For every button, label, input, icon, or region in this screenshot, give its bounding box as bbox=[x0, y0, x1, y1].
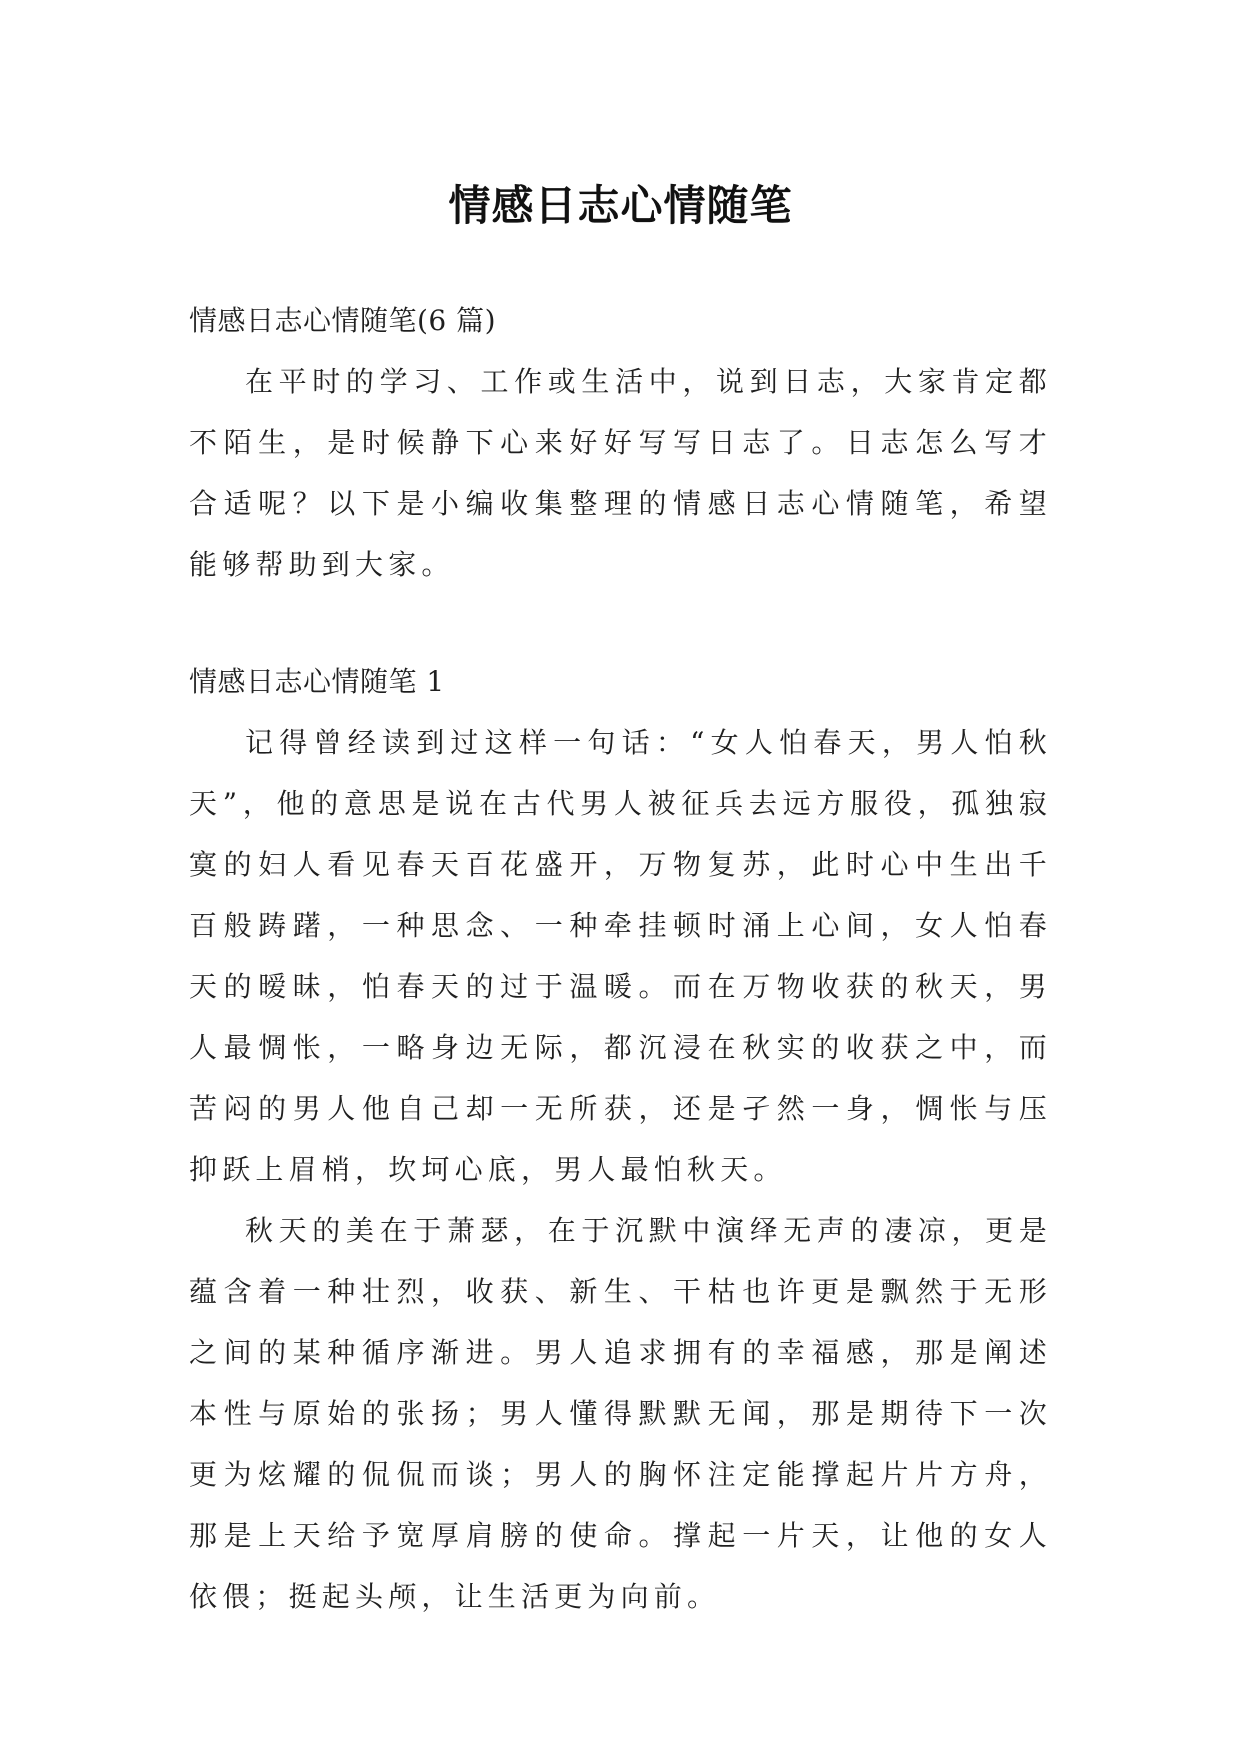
document-title: 情感日志心情随笔 bbox=[448, 181, 793, 231]
intro-paragraph: 在平时的学习、工作或生活中，说到日志，大家肯定都不陌生，是时候静下心来好好写写日志了。日志怎么写才合适呢？以下是小编收集整理的情感日志心情随笔，希望能够帮助到大家。 bbox=[189, 365, 1052, 581]
intro-heading: 情感日志心情随笔(6 篇) bbox=[189, 304, 497, 337]
section-1-paragraph-2: 秋天的美在于萧瑟，在于沉默中演绎无声的凄凉，更是蕴含着一种壮烈，收获、新生、干枯也许更是飘然于无形之间的某种循序渐进。男人追求拥有的幸福感，那是阐述本性与原始的张扬；男人懂得默默无闻，那是期待下一次更为炫耀的侃侃而谈；男人的胸怀注定能撑起片片方舟，那是上天给予宽厚肩膀的使命。撑起一片天，让他的女人依偎；挺起头颅，让生活更为向前。 bbox=[189, 1214, 1052, 1613]
document-body bbox=[189, 290, 1052, 1627]
section-1-paragraph-1: 记得曾经读到过这样一句话：“女人怕春天，男人怕秋天”，他的意思是说在古代男人被征兵去远方服役，孤独寂寞的妇人看见春天百花盛开，万物复苏，此时心中生出千百般踌躇，一种思念、一种牵挂顿时涌上心间，女人怕春天的暧昧，怕春天的过于温暖。而在万物收获的秋天，男人最惆怅，一略身边无际，都沉浸在秋实的收获之中，而苦闷的男人他自己却一无所获，还是孑然一身，惆怅与压抑跃上眉梢，坎坷心底，男人最怕秋天。 bbox=[189, 726, 1052, 1186]
section-1-heading: 情感日志心情随笔 1 bbox=[189, 665, 445, 698]
section-spacer bbox=[189, 595, 1052, 651]
